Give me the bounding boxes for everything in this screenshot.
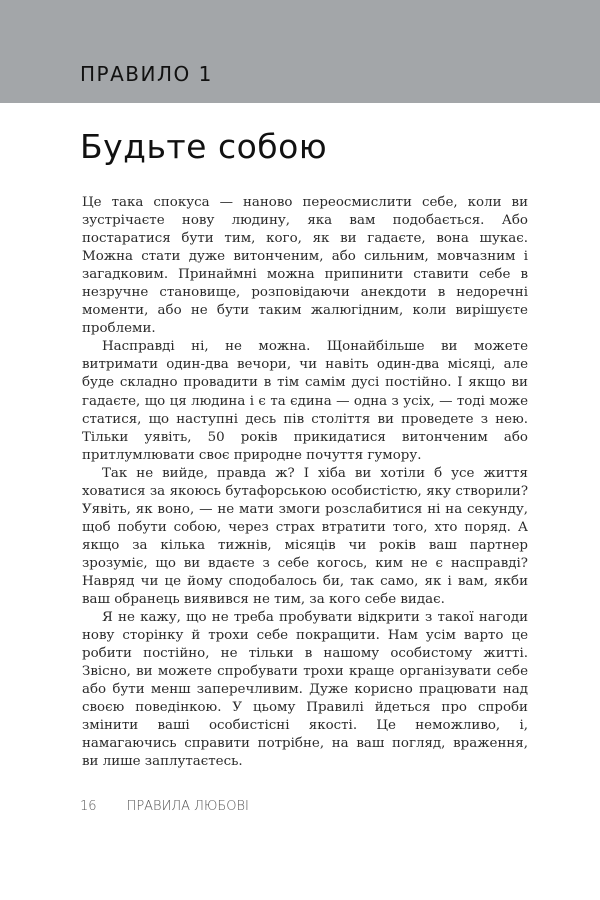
header-band [0, 0, 600, 103]
paragraph: Так не вийде, правда ж? І хіба ви хотіли б усе життя ховатися за якоюсь бутафорською особистістю, яку створили? Уявіть, як воно, — не мати змоги розслабитися ні на секунду, щоб побути собою, через страх втратити того, хто поряд. А якщо за кілька тижнів, місяців чи років ваш партнер зрозуміє, що ви вдаєте з себе когось, ким не є насправді? Навряд чи це йому сподобалось би, так само, як і вам, якби ваш обранець виявився не тим, за кого себе видає. [82, 465, 528, 608]
paragraph: Насправді ні, не можна. Щонайбільше ви можете витримати один-два вечори, чи навіть один-два місяці, але буде складно провадити в тім самім дусі постійно. І якщо ви гадаєте, що ця людина і є та єдина — одна з усіх, — тоді може статися, що наступні десь пів століття ви проведете з нею. Тільки уявіть, 50 років прикидатися витонченим або притлумлювати своє природне почуття гумору. [82, 339, 528, 463]
chapter-title: Будьте собою [80, 127, 328, 166]
rule-label: ПРАВИЛО 1 [80, 62, 213, 86]
body-text [82, 194, 528, 772]
paragraph: Я не кажу, що не треба пробувати відкрити з такої нагоди нову сторінку й трохи себе покращити. Нам усім варто це робити постійно, не тільки в нашому особистому житті. Звісно, ви можете спробувати трохи краще організувати себе або бути менш заперечливим. Дуже корисно працювати над своєю поведінкою. У цьому Правилі йдеться про спроби змінити ваші особистісні якості. Це неможливо, і, намагаючись справити потрібне, на ваш погляд, враження, ви лише заплутаєтесь. [82, 610, 528, 770]
running-title: ПРАВИЛА ЛЮБОВІ [126, 799, 249, 814]
page-number: 16 [80, 799, 97, 814]
paragraph: Це така спокуса — наново переосмислити себе, коли ви зустрічаєте нову людину, яка вам подобається. Або постаратися бути тим, кого, як ви гадаєте, вона шукає. Можна стати дуже витонченим, або сильним, мовчазним і загадковим. Принаймні можна припинити ставити себе в незручне становище, розповідаючи анекдоти в недоречні моменти, або не бути таким жалюгідним, коли вирішуєте проблеми. [82, 195, 528, 337]
page-footer [80, 799, 249, 814]
